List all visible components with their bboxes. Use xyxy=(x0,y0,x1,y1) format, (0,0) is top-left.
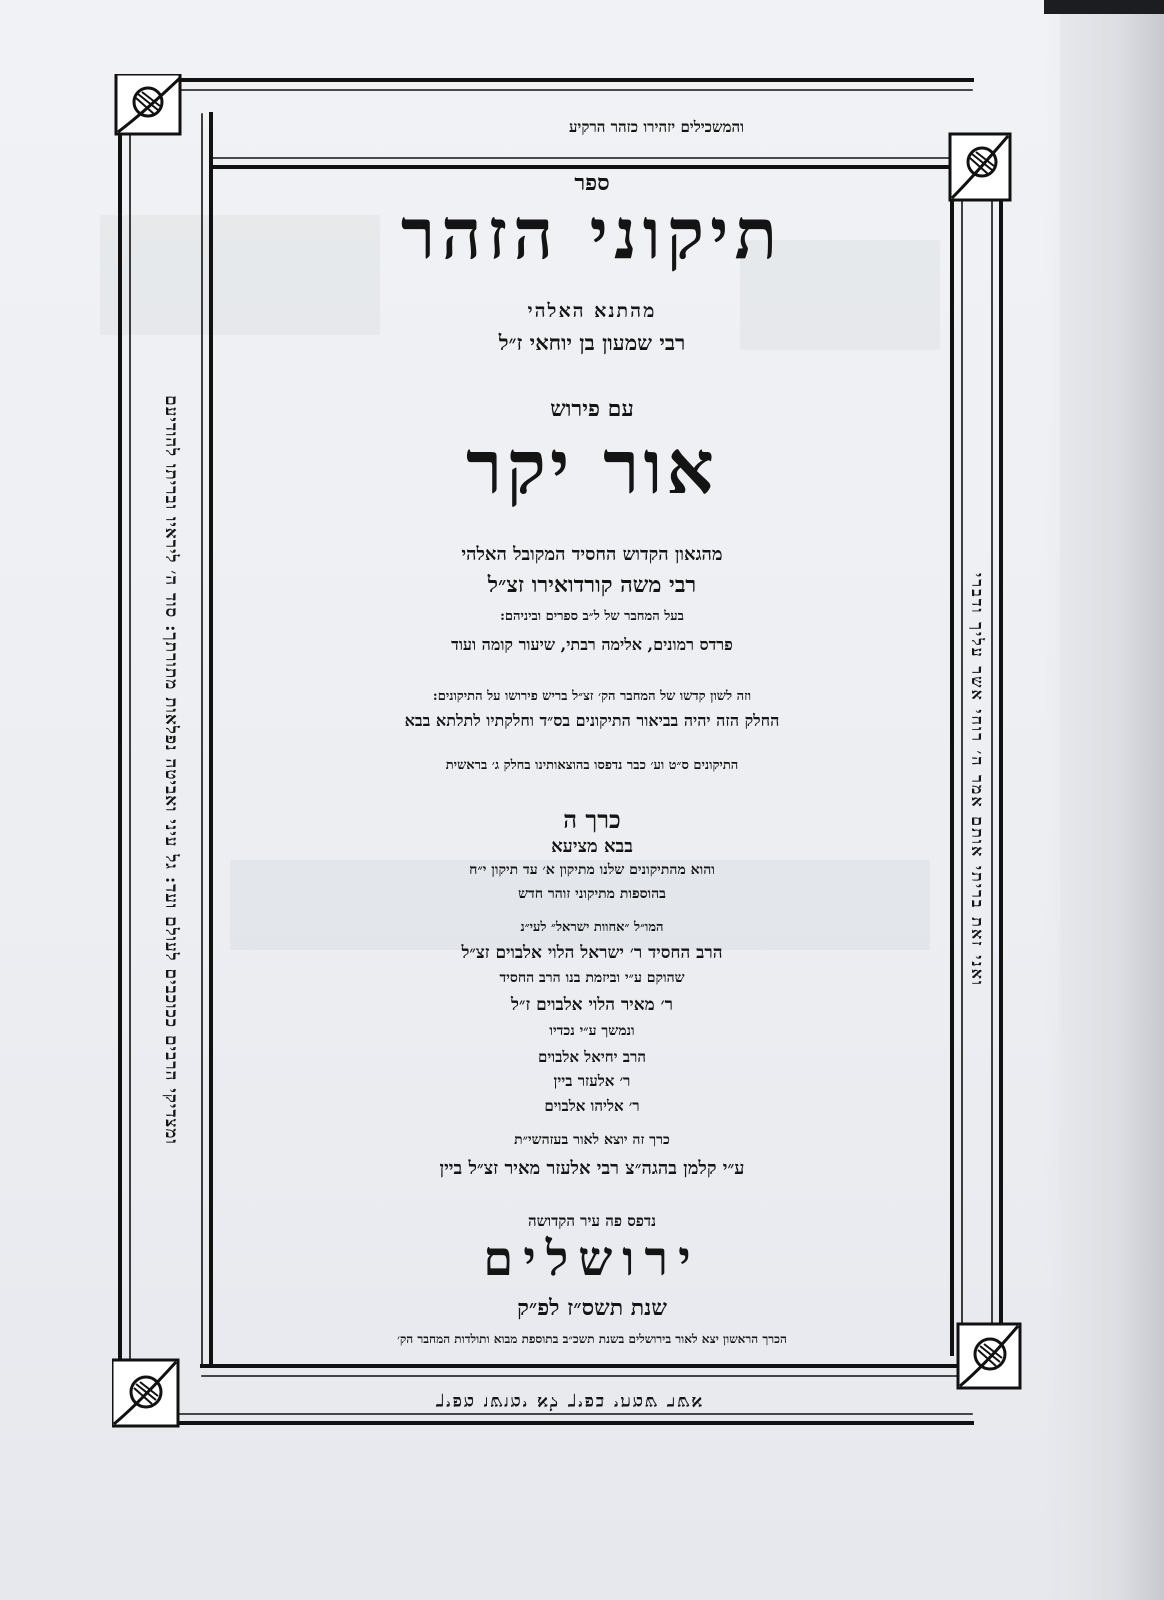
bottom-inscription xyxy=(390,1392,750,1412)
corner-ornament-bottom-left xyxy=(112,1360,178,1426)
author-name: רבי משה קורדואירו זצ״ל xyxy=(487,572,697,598)
author-works: פרדס רמונים, אלימה רבתי, שיעור קומה ועוד xyxy=(451,635,733,654)
volume-contents-additions: בהוספות מתיקוני זוהר חדש xyxy=(518,886,666,902)
commentary-title: אור יקר xyxy=(466,425,718,511)
volume-contents: והוא מהתיקונים שלנו מתיקון א׳ עד תיקון י״ח xyxy=(469,862,715,878)
rashbi-line: רבי שמעון בן יוחאי ז״ל xyxy=(498,330,686,355)
first-edition-note: הכרך הראשון יצא לאור בירושלים בשנת תשכ״ב בתוספת מבוא ותולדות המחבר הק׳ xyxy=(397,1332,787,1346)
corner-ornament-top-left xyxy=(116,74,180,134)
printed-here: נדפס פה עיר הקדושה xyxy=(528,1212,656,1230)
im-perush-label: עם פירוש xyxy=(550,396,634,422)
page-edge-shadow xyxy=(1044,0,1164,1600)
background-dark-strip xyxy=(1044,0,1164,14)
dedication-grandson: ר׳ אלעזר ביין xyxy=(553,1072,631,1090)
volume-name: בבא מציעא xyxy=(551,836,633,857)
bottom-inscription-text: אשר שמתי בפיך לא ימושו מפיך xyxy=(435,1392,705,1412)
main-title: תיקוני הזהר xyxy=(400,192,784,275)
volume-label: כרך ה xyxy=(563,805,621,834)
sefer-label: ספר xyxy=(574,170,610,196)
side-inscription-left-text: ומצדיקי הרבים ככוכבים לעולם ועד: גל עיני ואביטה נפלאות מתורתך: סוד ה׳ ליראיו ובריתו להודיעם xyxy=(161,395,181,1145)
dedication-continued: ונמשך ע״י נכדיו xyxy=(549,1023,635,1039)
top-motto: והמשכילים יזהירו כזהר הרקיע xyxy=(568,118,744,136)
dedication-grandson: ר׳ אליהו אלבוים xyxy=(544,1097,640,1115)
side-inscription-left xyxy=(156,270,186,1270)
mehatna-line: מהתנא האלהי xyxy=(527,300,657,322)
dedication-founded-by: שהוקם ע״י וביזמת בנו הרב החסיד xyxy=(499,970,685,986)
dedication-grandson: הרב יחיאל אלבוים xyxy=(537,1048,647,1066)
dedication-rabbi-2: ר׳ מאיר הלוי אלבוים ז״ל xyxy=(511,995,673,1015)
publisher: ע״י קלמן בהגה״צ רבי אלעזר מאיר זצ״ל ביין xyxy=(439,1158,745,1179)
city: ירושלים xyxy=(483,1231,701,1287)
year: שנת תשס״ז לפ״ק xyxy=(517,1295,667,1321)
published-by: כרך זה יוצא לאור בעזהשי״ת xyxy=(514,1132,670,1148)
printed-note: התיקונים ס״ט וע׳ כבר נדפסו בהוצאותינו בחלק ג׳ בראשית xyxy=(445,758,739,773)
dedication-memorial: המו״ל ״אחוות ישראל״ לעי״נ xyxy=(520,920,664,935)
dedication-rabbi-1: הרב החסיד ר׳ ישראל הלוי אלבוים זצ״ל xyxy=(461,943,723,963)
quote-text: החלק הזה יהיה בביאור התיקונים בס״ד וחלקתיו לתלתא בבא xyxy=(404,711,780,730)
author-epithet: מהגאון הקדוש החסיד המקובל האלהי xyxy=(461,544,723,565)
author-works-intro: בעל המחבר של ל״ב ספרים וביניהם: xyxy=(500,609,684,624)
quote-intro: וזה לשון קדשו של המחבר הק׳ זצ״ל בריש פירושו על התיקונים: xyxy=(432,689,752,704)
side-inscription-right-text: ואני זאת בריתי אותם אמר ה׳ רוחי אשר עליך ודברי xyxy=(968,573,987,987)
